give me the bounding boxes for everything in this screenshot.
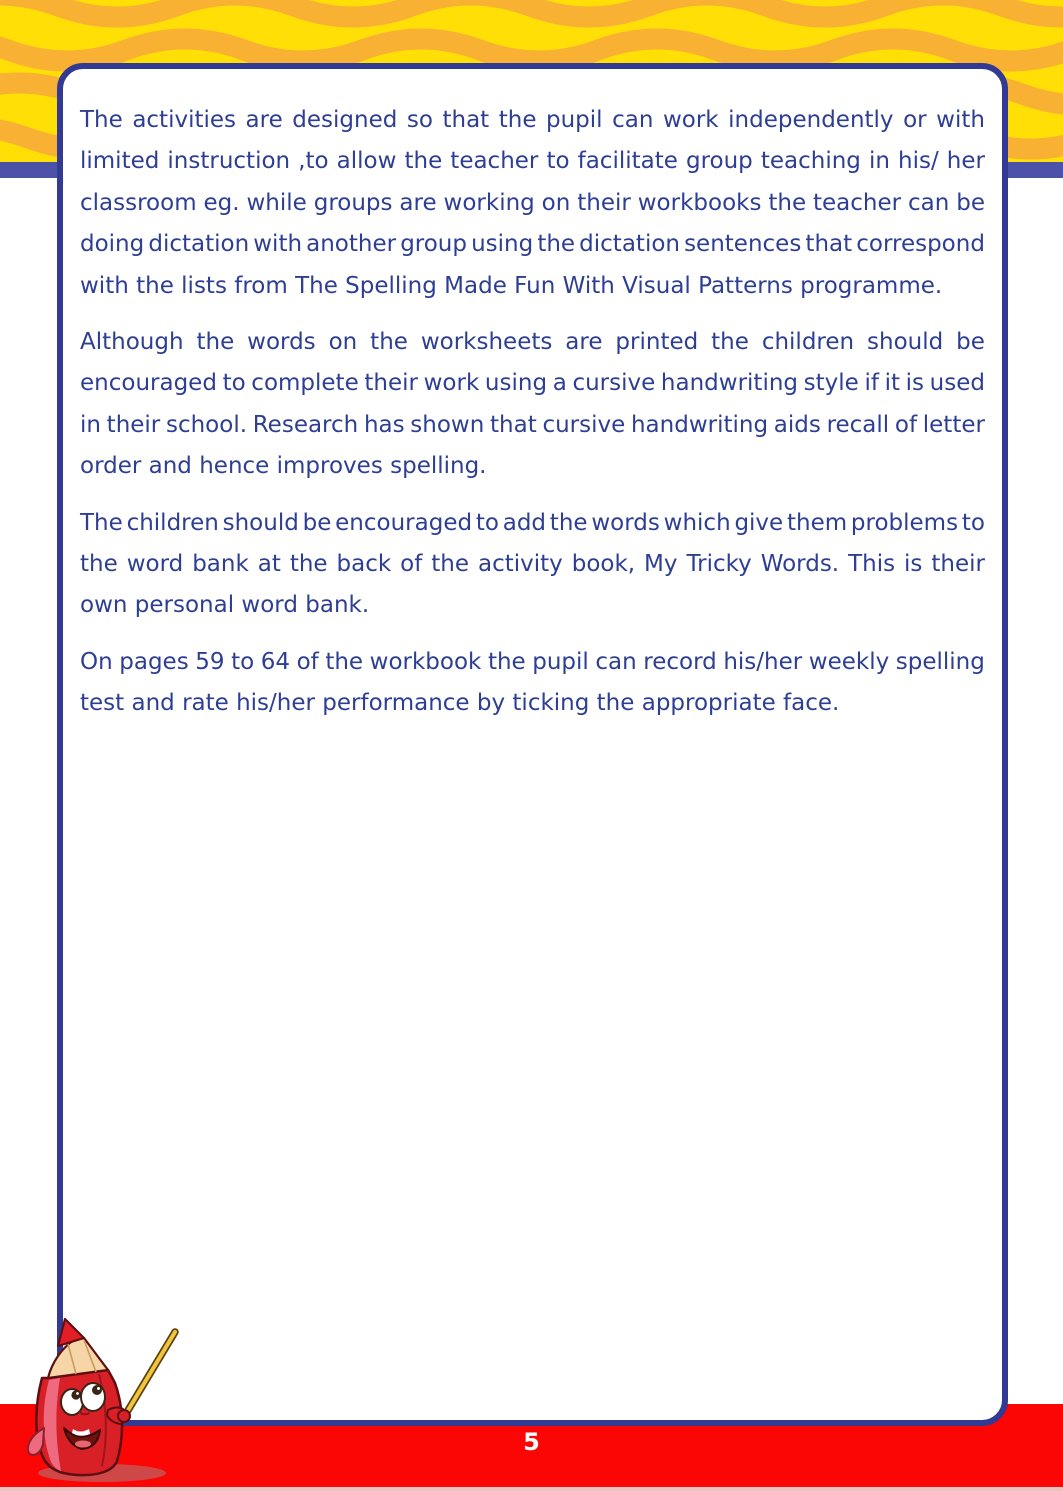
text-line: own personal word bank. (80, 592, 370, 619)
text-line: doing dictation with another group using the dictation sentences that correspond (80, 231, 985, 258)
text-line: limited instruction ,to allow the teacher to facilitate group teaching in his/ her (80, 148, 985, 175)
paragraph (80, 503, 985, 627)
page-number: 5 (523, 1428, 540, 1456)
content-card (57, 63, 1008, 1426)
text-line: classroom eg. while groups are working on their workbooks the teacher can be (80, 189, 985, 216)
text-line: in their school. Research has shown that cursive handwriting aids recall of letter (80, 411, 985, 438)
text-line: order and hence improves spelling. (80, 453, 487, 480)
text-line: with the lists from The Spelling Made Fun With Visual Patterns programme. (80, 272, 943, 299)
text-line: On pages 59 to 64 of the workbook the pupil can record his/her weekly spelling (80, 648, 985, 675)
pointer-stick-icon (121, 1332, 175, 1422)
text-line: test and rate his/her performance by ticking the appropriate face. (80, 690, 840, 717)
text-line: The children should be encouraged to add the words which give them problems to (80, 509, 985, 536)
pencil-character-icon (22, 1316, 192, 1486)
paragraph (80, 322, 985, 488)
paragraph (80, 100, 985, 307)
text-line: The activities are designed so that the pupil can work independently or with (80, 107, 985, 133)
footer-bottom-strip (0, 1487, 1063, 1491)
paragraph (80, 642, 985, 725)
pencil-mascot (22, 1316, 192, 1486)
text-line: the word bank at the back of the activity book, My Tricky Words. This is their (80, 551, 985, 578)
text-line: Although the words on the worksheets are printed the children should be (80, 329, 985, 356)
text-line: encouraged to complete their work using a cursive handwriting style if it is used (80, 370, 985, 397)
card-text (63, 69, 1002, 725)
